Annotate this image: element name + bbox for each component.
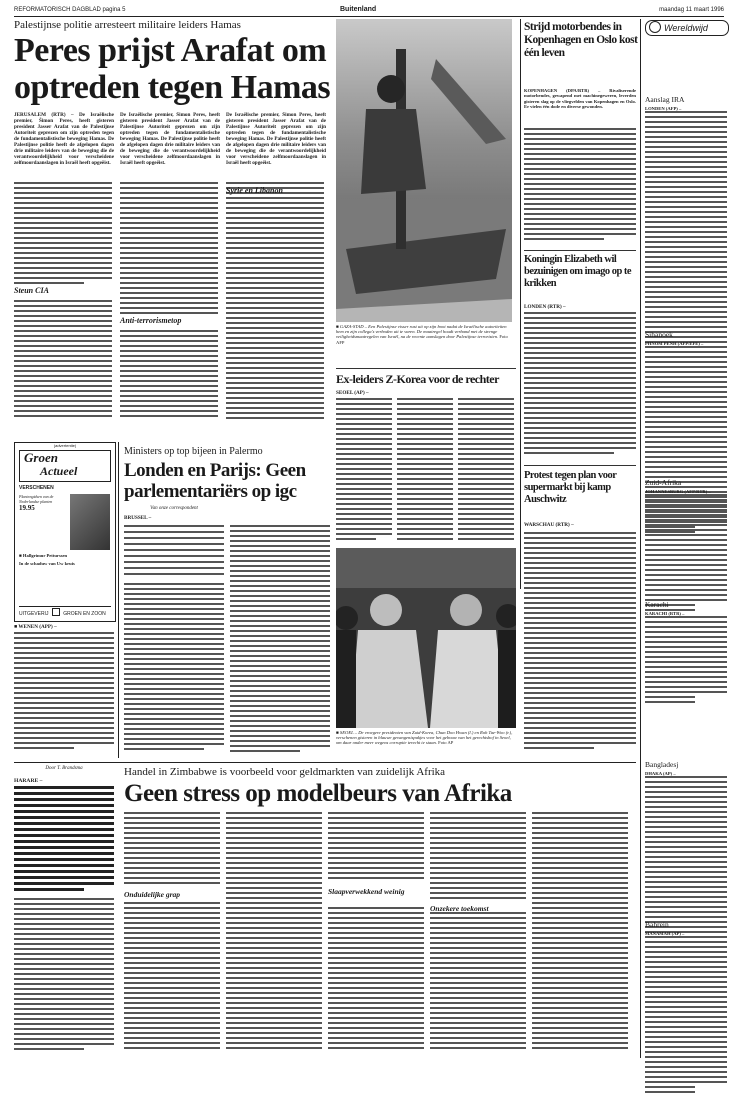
main-headline-line1: Peres prijst Arafat om (14, 32, 327, 69)
motorbendes-body (524, 128, 636, 248)
photo2-credit: Foto AP (438, 740, 454, 746)
exleiders-body (336, 398, 516, 546)
ad-book-cover (70, 494, 110, 550)
ad-logo-top: Groen (24, 450, 58, 465)
motorbendes-lead-text: Rivaliserende motorbendes, gewapend met machinegeweren, leverden gisteren slag op de vliegvelden van Kopenhagen en Oslo. Er vielen één dode en diverse gewonden. (524, 88, 636, 110)
zimbabwe-body (124, 812, 636, 1058)
protest-dateline: WARSCHAU (RTR) – (524, 522, 574, 528)
main-lead-text-2: De Israëlische premier, Šimon Peres, heeft gisteren president Jasser Arafat van de Palestijnse Autoriteit geprezen om zijn optreden tegen de fundamentalistische beweging Hamas. De Palestijnse politie heeft de afgelopen dagen drie militaire leiders van de beweging die de verantwoordelijkheid voor verscheidene zelfmoordaanslagen in Israël heeft opgeëist. (120, 112, 220, 166)
koningin-dateline: LONDEN (RTR) – (524, 304, 566, 310)
koningin-body (524, 312, 636, 462)
subhead-anti-terrorismetop: Anti-terrorismetop (120, 316, 182, 325)
ad-desc: Plantengidsen van de Nederlandse planten (19, 494, 54, 504)
photo1-caption-box (336, 324, 512, 364)
rule-protest (524, 465, 636, 466)
motorbendes-lead (524, 88, 636, 126)
palermo-byline: Van onze correspondent (150, 506, 198, 511)
globe-icon (649, 21, 661, 33)
wereldwijd-item-body (645, 494, 727, 614)
wenen-dateline: ■ WENEN (APP) – (14, 624, 57, 630)
palermo-kicker: Ministers op top bijeen in Palermo (124, 446, 263, 457)
ad-logo-bottom: Actueel (40, 464, 78, 478)
wereldwijd-item-dateline: LONDEN (AFP) – (645, 106, 682, 111)
photo2-caption-box (336, 730, 516, 756)
exleiders-dateline: SEOEL (AP) – (336, 390, 369, 396)
main-dateline: JERUSALEM (RTR) – (14, 112, 74, 118)
photo-gaza-fisherman (336, 19, 512, 322)
wereldwijd-item (645, 600, 727, 711)
wereldwijd-item-dateline: JOHANNESBURG (AFP/RTR) – (645, 489, 711, 494)
subhead-onzekere-toekomst: Onzekere toekomst (430, 904, 489, 913)
ad-publisher-right: GROEN EN ZOON (63, 611, 106, 617)
zimbabwe-headline: Geen stress op modelbeurs van Afrika (124, 780, 512, 807)
motorbendes-dateline: KOPENHAGEN (DPA/RTR) – (524, 88, 601, 93)
subhead-onduidelijke-grap: Onduidelijke grap (124, 890, 181, 899)
palermo-dateline: BRUSSEL – (124, 515, 152, 521)
rule-zimbabwe (14, 762, 636, 763)
zimbabwe-dateline: HARARE – (14, 778, 43, 784)
photo-seoel-presidents (336, 548, 516, 728)
wereldwijd-item-title: Aanslag IRA (645, 95, 685, 104)
wereldwijd-item-dateline: MANAMAH (AP) – (645, 931, 685, 936)
wereldwijd-item-dateline: DHAKA (AP) – (645, 771, 676, 776)
main-lead-col3 (226, 112, 326, 178)
wereldwijd-item (645, 95, 727, 366)
photo1-caption: ■ GAZA-STAD – Een Palestijnse visser rust uit op zijn boot nadat de Israëlische autoriteiten hem en zijn collega's verboden uit te varen. De maatregel houdt verband met de strenge veiligheidsmaatregelen van Israël, na de recente aanslagen door Palestijnse terroristen. (336, 324, 507, 340)
ad-book-title: In de schaduw van Uw kruis (19, 561, 75, 566)
wereldwijd-item-title: Sihanoek (645, 330, 673, 339)
wereldwijd-item-body (645, 936, 727, 1096)
motorbendes-headline: Strijd motorbendes in Kopenhagen en Oslo kost één leven (524, 21, 638, 59)
ad-price: 19.95 (19, 504, 35, 512)
wereldwijd-item (645, 478, 727, 619)
wereldwijd-item-title: Bangladesj (645, 760, 679, 769)
rule-exleiders (336, 368, 516, 369)
photo-gaza-drawing (336, 19, 512, 322)
col-rule-right (520, 19, 521, 589)
zimbabwe-author: Door T. Brandsma (45, 766, 83, 771)
ad-publisher (19, 606, 111, 617)
ad-logo (19, 450, 111, 482)
zimbabwe-kicker: Handel in Zimbabwe is voorbeeld voor geldmarkten van zuidelijk Afrika (124, 766, 446, 778)
exleiders-headline: Ex-leiders Z-Korea voor de rechter (336, 372, 499, 386)
ad-groen-actueel[interactable] (14, 442, 116, 622)
wereldwijd-item-dateline: KARACHI (RTR) – (645, 611, 685, 616)
rule-koningin (524, 250, 636, 251)
header-rule (14, 16, 724, 17)
main-headline-line2: optreden tegen Hamas (14, 69, 331, 106)
palermo-headline: Londen en Parijs: Geen parlementariërs op igc (124, 460, 306, 502)
main-headline (14, 32, 344, 106)
ad-publisher-left: UITGEVERIJ (19, 611, 49, 617)
header-left: REFORMATORISCH DAGBLAD pagina 5 (14, 7, 126, 13)
protest-headline: Protest tegen plan voor supermarkt bij kamp Auschwitz (524, 470, 617, 505)
palermo-body (124, 525, 330, 759)
col-rule-wereldwijd (640, 19, 641, 1058)
section-title: Buitenland (340, 6, 377, 13)
photo-seoel-drawing (336, 548, 516, 728)
wereldwijd-item-title: Bahrein (645, 920, 669, 929)
wereldwijd-item-body (645, 111, 727, 361)
photo2-caption: ■ SEOEL – De vroegere presidenten van Zuid-Korea, Chun Doo Hwan (l.) en Roh Tae-Woo (r.), verschenen gisteren in blauwe gevangenispakjes voor het gebouw van het gerechtshof in Seoel, om daar onder meer wegens corruptie terecht te staan. (336, 730, 513, 746)
protest-body (524, 532, 636, 756)
wereldwijd-item-body (645, 616, 727, 706)
koningin-headline: Koningin Elizabeth wil bezuinigen om imago op te krikken (524, 254, 632, 289)
main-lead-text: De Israëlische premier, Šimon Peres, heeft gisteren president Jasser Arafat van de Palestijnse Autoriteit geprezen om zijn optreden tegen de fundamentalistische beweging Hamas. De Palestijnse politie heeft de afgelopen dagen drie militaire leiders van de beweging die de verantwoordelijkheid voor verscheidene zelfmoordaanslagen in Israël heeft opgeëist. (14, 112, 114, 166)
col-rule-palermo (118, 442, 119, 758)
wereldwijd-item (645, 920, 727, 1101)
wenen-body (14, 632, 114, 758)
publisher-logo-icon (52, 608, 60, 616)
subhead-steun-cia: Steun CIA (14, 286, 49, 295)
subhead-syrie-libanon: Syrie en Libanon (226, 186, 283, 195)
wereldwijd-list (645, 40, 727, 1058)
wereldwijd-item-dateline: PHNOM PENH (AFP/EFE) – (645, 341, 704, 346)
main-body-text (14, 182, 330, 440)
main-lead-text-3: De Israëlische premier, Šimon Peres, heeft gisteren president Jasser Arafat van de Palestijnse Autoriteit geprezen om zijn optreden tegen de fundamentalistische beweging Hamas. De Palestijnse politie heeft de afgelopen dagen drie militaire leiders van de beweging die de verantwoordelijkheid voor verscheidene zelfmoordaanslagen in Israël heeft opgeëist. (226, 112, 326, 166)
ad-tag: (advertentie) (53, 443, 77, 448)
main-lead (14, 112, 114, 178)
main-kicker: Palestijnse politie arresteert militaire leiders Hamas (14, 19, 241, 31)
header-date: maandag 11 maart 1996 (659, 7, 724, 13)
ad-label: VERSCHENEN (19, 485, 54, 491)
zimbabwe-lead-block (14, 786, 114, 1058)
ad-author: ■ Hallgrimur Petturssen (19, 553, 68, 558)
wereldwijd-item-title: Zuid-Afrika (645, 478, 682, 487)
wereldwijd-item-title: Karachi (645, 600, 669, 609)
wereldwijd-banner (645, 20, 729, 36)
photo1-credit: Foto AFP (336, 334, 508, 345)
main-lead-col2 (120, 112, 220, 178)
subhead-slaapverwekkend: Slaapverwekkend weinig (328, 887, 405, 896)
wereldwijd-title: Wereldwijd (664, 23, 708, 33)
